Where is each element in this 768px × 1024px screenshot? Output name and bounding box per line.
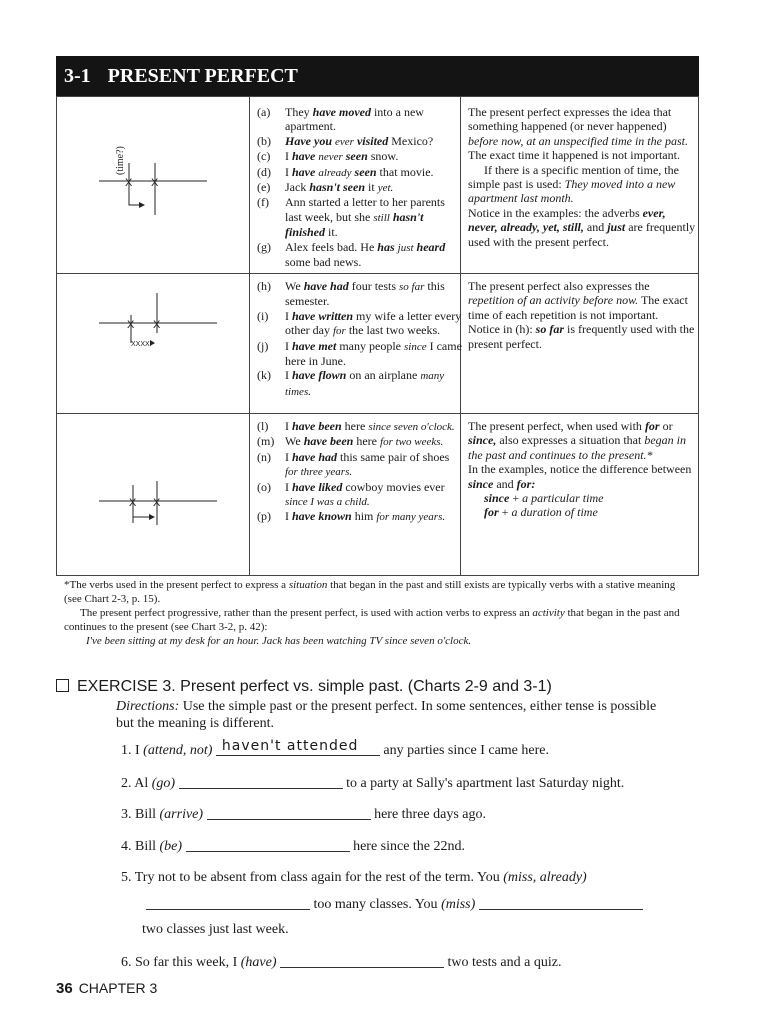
text-run: have [292, 149, 319, 164]
text-run: the last two weeks. [345, 323, 441, 338]
answer-blank[interactable] [207, 805, 371, 820]
text-run: are frequently used with the present perfect. [468, 220, 696, 249]
text-run: so far [399, 281, 425, 293]
item-text: two classes just last week. [142, 922, 289, 937]
example-text [285, 105, 463, 134]
text-run: have met [292, 338, 337, 353]
text-run: a duration of time [511, 505, 598, 520]
text-run: just [397, 241, 414, 254]
text-run: ever [335, 135, 354, 148]
text-run: hasn't seen [309, 180, 366, 195]
text-run: some bad news. [285, 255, 362, 270]
text-run: Ann started a letter to her parents last week, but she [285, 195, 445, 224]
exercise-item-3 [121, 805, 486, 823]
exercise-item-5-line-3 [142, 921, 289, 938]
example-sentence [257, 134, 463, 149]
text-run: I [285, 368, 292, 383]
answer-blank[interactable] [146, 895, 310, 910]
item-text: too many classes. You [310, 897, 442, 912]
explanation-cell [468, 105, 696, 249]
timeline-diagram-unspecified [57, 97, 249, 273]
text-run: snow. [367, 149, 399, 164]
text-run: have known [292, 509, 352, 524]
text-run: for [332, 325, 346, 338]
example-sentence [257, 195, 463, 239]
time-question-label: (time?) [115, 146, 126, 175]
text-run: *The verbs used in the present perfect to express a [64, 579, 289, 591]
example-label: (c) [257, 149, 271, 164]
text-run: I've been sitting at my desk for an hour. Jack has been watching TV since seven o'clock. [86, 635, 472, 647]
verb-prompt: (miss, already) [503, 870, 587, 885]
text-run: also expresses a situation that [496, 433, 645, 448]
footnote-examples [64, 634, 684, 648]
text-run: I [285, 308, 292, 323]
answer-blank[interactable] [186, 837, 350, 852]
text-run: yet. [377, 182, 394, 195]
text-run: for three years. [285, 466, 353, 479]
text-run: just [607, 220, 626, 235]
example-sentence [257, 450, 463, 480]
example-text [285, 450, 463, 480]
page-number: 36 [56, 980, 73, 997]
example-label: (g) [257, 239, 271, 254]
verb-prompt: (attend, not) [143, 743, 213, 758]
text-run: I [285, 338, 292, 353]
text-run: on an airplane [346, 368, 421, 383]
verb-prompt: (arrive) [159, 807, 204, 822]
example-sentence [257, 165, 463, 180]
example-text [285, 134, 463, 149]
example-text [285, 279, 463, 309]
text-run: I came here in June. [285, 338, 462, 369]
example-text [285, 165, 463, 180]
text-run: four tests [348, 279, 400, 293]
svg-text:X: X [151, 177, 159, 189]
svg-text:XXXX: XXXX [131, 341, 150, 348]
item-text: 4. Bill [121, 839, 160, 854]
footnote-progressive [64, 606, 684, 634]
text-run: I [285, 164, 292, 179]
text-run: it. [325, 225, 338, 240]
text-run: hasn't finished [285, 209, 424, 240]
text-run: I [285, 149, 292, 164]
text-run: for: [516, 476, 536, 491]
text-run: here [353, 434, 381, 449]
example-text [285, 195, 463, 239]
exercise-item-5 [121, 869, 587, 886]
timeline-diagram-duration [57, 413, 249, 575]
explanation-cell [468, 279, 696, 351]
example-text [285, 419, 463, 434]
example-sentence [257, 105, 463, 134]
footnote-stative [64, 578, 684, 606]
text-run: I [285, 479, 292, 494]
text-run: has [377, 239, 398, 254]
svg-text:X: X [153, 319, 161, 331]
item-text: 3. Bill [121, 807, 160, 822]
exercise-item-6 [121, 953, 561, 971]
example-text [285, 180, 463, 195]
chart-title: PRESENT PERFECT [107, 65, 298, 87]
item-text: to a party at Sally's apartment last Saturday night. [342, 776, 625, 791]
text-run: many times. [285, 370, 445, 398]
example-label: (d) [257, 164, 271, 179]
text-run: have liked [292, 479, 343, 494]
svg-text:X: X [125, 177, 133, 189]
example-sentence [257, 509, 463, 524]
example-text [285, 509, 463, 524]
text-run: before now, at an unspecified time in the past. [468, 133, 688, 148]
text-run: since [484, 491, 510, 506]
example-label: (i) [257, 308, 269, 323]
text-run: heard [413, 239, 446, 254]
exercise-item-4 [121, 837, 465, 855]
text-run: for [644, 419, 660, 433]
example-sentence [257, 240, 463, 270]
example-label: (a) [257, 105, 271, 119]
text-run: The present perfect expresses the idea that something happened (or never happened) [468, 105, 672, 134]
text-run: have had [292, 449, 337, 464]
text-run: since, [468, 433, 497, 448]
item-text: 6. So far this week, I [121, 955, 241, 970]
text-run: In the examples, notice the difference between [468, 462, 692, 477]
item-text: any parties since I came here. [379, 743, 549, 758]
svg-text:X: X [153, 497, 161, 509]
example-text [285, 480, 463, 510]
text-run: so far [535, 322, 564, 337]
text-run: my wife a letter every other day [285, 308, 462, 338]
explanation-paragraph [468, 105, 696, 163]
text-run: still [373, 211, 390, 224]
chapter-label: CHAPTER 3 [78, 980, 158, 996]
text-run: since [468, 476, 494, 491]
answer-blank[interactable] [179, 774, 343, 789]
item-text: 1. I [121, 743, 144, 758]
text-run: that began in the past and still exists are typically verbs with a stative meaning (see Chart 2-3, p. 15). [64, 579, 676, 605]
text-run: never [318, 151, 343, 164]
text-run: have been [303, 434, 354, 449]
explanation-paragraph [468, 206, 696, 249]
text-run: + [498, 505, 512, 520]
text-run: him [351, 509, 377, 524]
text-run: The present perfect also expresses the [468, 279, 650, 293]
text-run: seen [342, 149, 368, 164]
text-run: I [285, 449, 292, 464]
explanation-paragraph [468, 462, 696, 491]
item-text: 2. Al [121, 776, 152, 791]
text-run: is frequently used with the present perfect. [468, 322, 695, 351]
text-run: cowboy movies ever [342, 479, 445, 494]
text-run: have moved [312, 105, 371, 119]
explanation-cell [468, 419, 696, 520]
text-run: or [659, 419, 673, 433]
example-sentence [257, 419, 463, 434]
text-run: The present perfect progressive, rather than the present perfect, is used with action verbs to express an [80, 607, 533, 619]
text-run: and [583, 220, 608, 235]
example-sentence [257, 480, 463, 510]
text-run: activity [532, 607, 565, 619]
answer-blank[interactable] [216, 738, 380, 756]
example-sentence [257, 180, 463, 195]
exercise-directions [116, 698, 676, 732]
item-text: here since the 22nd. [349, 839, 466, 854]
answer-blank[interactable] [479, 895, 643, 910]
chart-number: 3-1 [64, 65, 91, 87]
text-run: have been [292, 419, 342, 433]
text-run: since seven o'clock. [368, 421, 455, 433]
text-run: and [493, 476, 517, 491]
text-run: Jack [285, 180, 310, 195]
exercise-title-text: EXERCISE 3. Present perfect vs. simple past. (Charts 2-9 and 3-1) [77, 678, 552, 695]
example-sentence [257, 434, 463, 449]
verb-prompt: (have) [240, 955, 277, 970]
example-label: (m) [257, 434, 275, 449]
example-text [285, 149, 463, 164]
item-text: here three days ago. [370, 807, 487, 822]
item-text: 5. Try not to be absent from class again for the rest of the term. You [121, 870, 504, 885]
example-text [285, 309, 463, 339]
text-run: Mexico? [388, 133, 434, 148]
exercise-item-5-line-2 [146, 895, 643, 913]
chart-footnotes [64, 578, 684, 648]
example-text [285, 434, 463, 449]
grammar-chart [56, 96, 699, 576]
example-label: (l) [257, 419, 269, 433]
directions-text: Use the simple past or the present perfect. In some sentences, either tense is possible but the meaning is different. [116, 699, 657, 731]
explanation-paragraph [468, 279, 696, 322]
chart-header [56, 56, 699, 96]
example-sentence [257, 339, 463, 369]
text-run: this same pair of shoes [337, 449, 450, 464]
explanation-paragraph [468, 322, 696, 351]
text-run: for many years. [376, 511, 446, 524]
example-text [285, 240, 463, 270]
text-run: a particular time [522, 491, 604, 506]
text-run: I [285, 509, 292, 524]
text-run: since [403, 340, 427, 353]
text-run: have written [292, 308, 354, 323]
example-sentence [257, 368, 463, 399]
text-run: for two weeks. [380, 436, 444, 449]
text-run: The exact time it happened is not important. [468, 148, 680, 163]
text-run: I [285, 419, 292, 433]
example-label: (f) [257, 195, 269, 210]
text-run: here [341, 419, 369, 433]
examples-cell [257, 419, 463, 525]
text-run: since I was a child. [285, 496, 370, 509]
text-run: situation [288, 579, 328, 591]
timeline-diagram-repetition [57, 273, 249, 413]
chart-row-2 [57, 273, 698, 414]
text-run: Notice in (h): [468, 322, 536, 337]
explanation-paragraph [468, 505, 696, 519]
text-run: for [484, 505, 499, 520]
example-label: (k) [257, 368, 271, 383]
example-sentence [257, 309, 463, 339]
svg-text:X: X [129, 497, 137, 509]
examples-cell [257, 105, 463, 269]
handwritten-answer: haven't attended [221, 738, 359, 754]
example-label: (o) [257, 479, 271, 494]
examples-cell [257, 279, 463, 399]
text-run: Notice in the examples: the adverbs [468, 205, 643, 220]
example-label: (b) [257, 133, 271, 148]
text-run: The present perfect, when used with [468, 419, 645, 433]
text-run: into a new apartment. [285, 105, 424, 134]
text-run: many people [336, 338, 404, 353]
item-text: two tests and a quiz. [444, 955, 562, 970]
text-run: + [509, 491, 523, 506]
exercise-checkbox[interactable] [56, 679, 69, 692]
text-run: The exact time of each repetition is not important. [468, 293, 688, 322]
explanation-paragraph [468, 419, 696, 462]
directions-label: Directions: [116, 699, 180, 714]
text-run: it [365, 180, 378, 195]
text-run: Alex feels bad. He [285, 239, 378, 254]
example-text [285, 368, 463, 399]
text-run: began in the past and continues to the present.* [468, 433, 686, 462]
example-label: (e) [257, 180, 271, 195]
explanation-paragraph [468, 163, 696, 206]
text-run: have flown [292, 368, 347, 383]
exercise-item-1 [121, 738, 549, 759]
chart-row-1 [57, 97, 698, 274]
text-run: We [285, 279, 304, 293]
example-sentence [257, 149, 463, 164]
verb-prompt: (miss) [441, 897, 476, 912]
text-run: have [292, 164, 319, 179]
example-label: (j) [257, 338, 269, 353]
example-label: (p) [257, 509, 271, 524]
exercise-item-2 [121, 774, 624, 792]
text-run: already [318, 166, 352, 179]
explanation-paragraph [468, 491, 696, 505]
text-run: We [285, 434, 304, 449]
text-run: this semester. [285, 279, 445, 309]
example-label: (h) [257, 279, 271, 293]
answer-blank[interactable] [280, 953, 444, 968]
text-run: ever, never, already, yet, still, [468, 205, 666, 235]
text-run: have had [303, 279, 349, 293]
verb-prompt: (go) [151, 776, 176, 791]
verb-prompt: (be) [159, 839, 183, 854]
text-run: Have you [285, 133, 335, 148]
text-run: If there is a specific mention of time, the simple past is used: [468, 162, 679, 192]
example-text [285, 339, 463, 369]
text-run: that movie. [376, 164, 434, 179]
example-label: (n) [257, 449, 271, 464]
chart-row-3 [57, 413, 698, 575]
text-run: seen [351, 164, 377, 179]
text-run: visited [353, 133, 389, 148]
page-footer [56, 980, 157, 997]
text-run: They moved into a new apartment last month. [468, 177, 676, 206]
example-sentence [257, 279, 463, 309]
text-run: that began in the past and continues to the present (see Chart 3-2, p. 42): [64, 607, 680, 633]
text-run: They [285, 105, 313, 119]
svg-text:X: X [127, 319, 135, 331]
text-run: repetition of an activity before now. [468, 293, 639, 308]
exercise-title [56, 678, 552, 696]
